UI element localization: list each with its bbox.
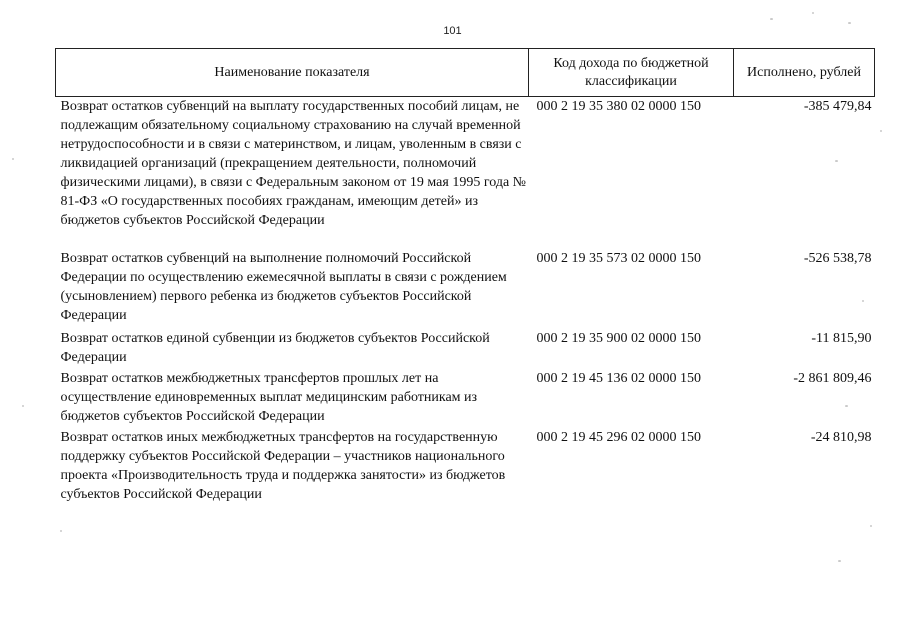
- row-code: 000 2 19 35 900 02 0000 150: [536, 331, 701, 346]
- table-header-row: [56, 49, 875, 97]
- row-sum: -2 861 809,46: [793, 371, 872, 386]
- scan-noise-speck: [870, 525, 872, 527]
- page-number: 101: [443, 25, 462, 37]
- header-code: Код дохода по бюджетной классификации: [529, 49, 734, 97]
- row-code: 000 2 19 35 380 02 0000 150: [536, 99, 701, 114]
- row-code: 000 2 19 45 296 02 0000 150: [536, 430, 701, 445]
- row-name: Возврат остатков межбюджетных трансфертов прошлых лет на осуществление единовременных выплат медицинским работникам из бюджетов субъектов Российской Федерации: [60, 371, 478, 424]
- scan-noise-speck: [862, 300, 864, 302]
- scan-noise-speck: [880, 130, 882, 132]
- scan-noise-speck: [770, 18, 773, 20]
- scan-noise-speck: [22, 405, 24, 407]
- row-sum: -526 538,78: [803, 251, 872, 266]
- row-code: 000 2 19 35 573 02 0000 150: [536, 251, 701, 266]
- scan-noise-speck: [60, 530, 62, 532]
- table-row: [56, 369, 875, 428]
- row-name: Возврат остатков единой субвенции из бюджетов субъектов Российской Федерации: [60, 331, 490, 365]
- scan-noise-speck: [12, 158, 14, 160]
- row-name: Возврат остатков иных межбюджетных трансфертов на государственную поддержку субъектов Российской Федерации – участников национального проекта «Производительность труда и поддержка занятости» из бюджетов субъектов Российской Федерации: [60, 430, 506, 502]
- table-row: [56, 97, 875, 250]
- table-row: [56, 329, 875, 369]
- row-name: Возврат остатков субвенций на выполнение полномочий Российской Федерации по осуществлению ежемесячной выплаты в связи с рождением (усыновлением) первого ребенка из бюджетов субъектов Российской Федерации: [60, 251, 507, 323]
- row-sum: -385 479,84: [803, 99, 872, 114]
- scan-noise-speck: [848, 22, 851, 24]
- scan-noise-speck: [838, 560, 841, 562]
- table-row: [56, 428, 875, 506]
- row-sum: -11 815,90: [811, 331, 872, 346]
- row-sum: -24 810,98: [810, 430, 872, 445]
- row-name: Возврат остатков субвенций на выплату государственных пособий лицам, не подлежащим обязательному социальному страхованию на случай временной нетрудоспособности и в связи с материнством, и лицам, уволенным в связи с ликвидацией организаций (прекращением деятельности, полномочий физическими лицами), в связи с Федеральным законом от 19 мая 1995 года № 81-ФЗ «О государственных пособиях гражданам, имеющим детей» из бюджетов субъектов Российской Федерации: [60, 99, 527, 228]
- header-sum: Исполнено, рублей: [734, 49, 875, 97]
- table-row: [56, 249, 875, 329]
- row-code: 000 2 19 45 136 02 0000 150: [536, 371, 701, 386]
- header-name: Наименование показателя: [56, 49, 529, 97]
- scan-noise-speck: [812, 12, 814, 14]
- scan-noise-speck: [845, 405, 848, 407]
- budget-table: [55, 48, 875, 506]
- scan-noise-speck: [835, 160, 838, 162]
